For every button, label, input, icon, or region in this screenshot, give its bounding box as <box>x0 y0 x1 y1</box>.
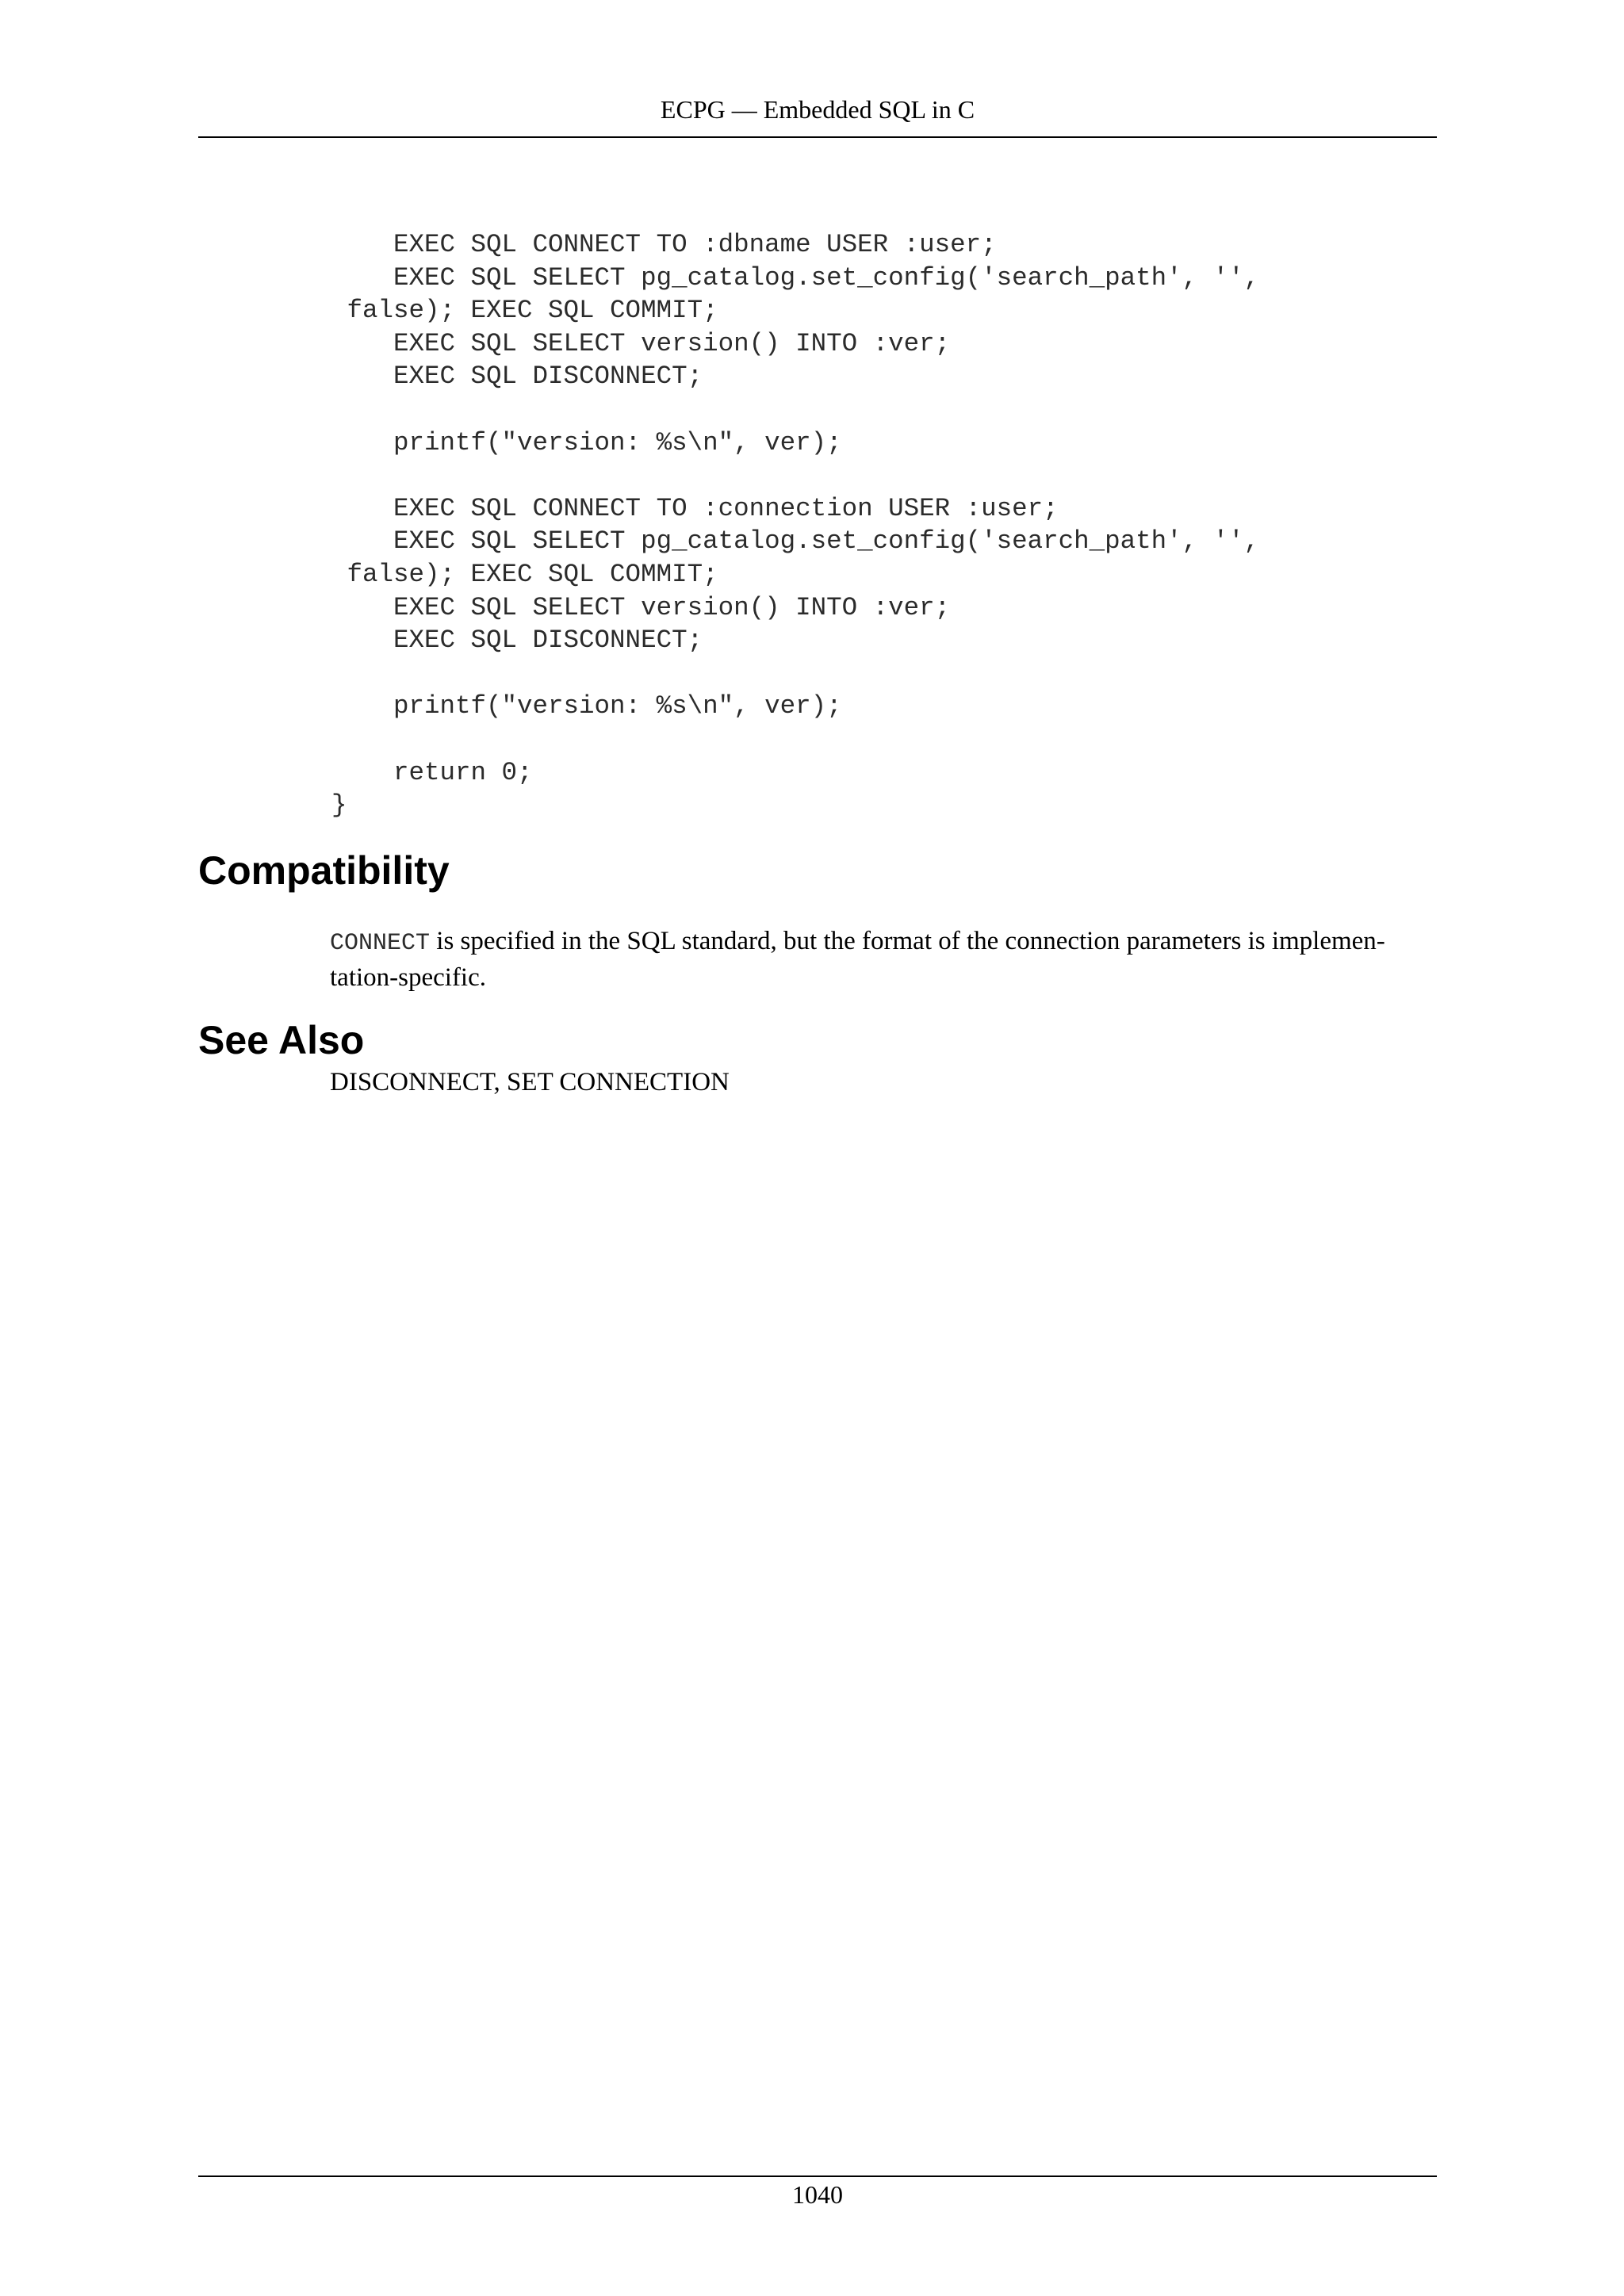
page-number: 1040 <box>792 2180 843 2209</box>
see-also-links: DISCONNECT, SET CONNECTION <box>330 1068 730 1096</box>
compatibility-heading: Compatibility <box>198 848 450 893</box>
header-rule <box>198 136 1437 138</box>
see-also-heading: See Also <box>198 1018 365 1062</box>
connect-code-term: CONNECT <box>330 930 431 957</box>
code-example: EXEC SQL CONNECT TO :dbname USER :user; EXEC SQL SELECT pg_catalog.set_config('search_path', '', false); EXEC SQL COMMIT; EXEC SQL SELECT version() INTO :ver; EXEC SQL DISCONNECT; printf("version: %s\n", ver); EXEC SQL CONNECT TO :connection USER :user; EXEC SQL SELECT pg_catalog.set_config('search_path', '', false); EXEC SQL COMMIT; EXEC SQL SELECT version() INTO :ver; EXEC SQL DISCONNECT; printf("version: %s\n", ver); return 0; } <box>331 230 1260 821</box>
compatibility-text: is specified in the SQL standard, but the format of the connection parameters is implemen-tation-specific. <box>330 927 1385 992</box>
compatibility-paragraph <box>330 924 1437 995</box>
running-header: ECPG — Embedded SQL in C <box>660 95 975 124</box>
footer-rule <box>198 2175 1437 2177</box>
